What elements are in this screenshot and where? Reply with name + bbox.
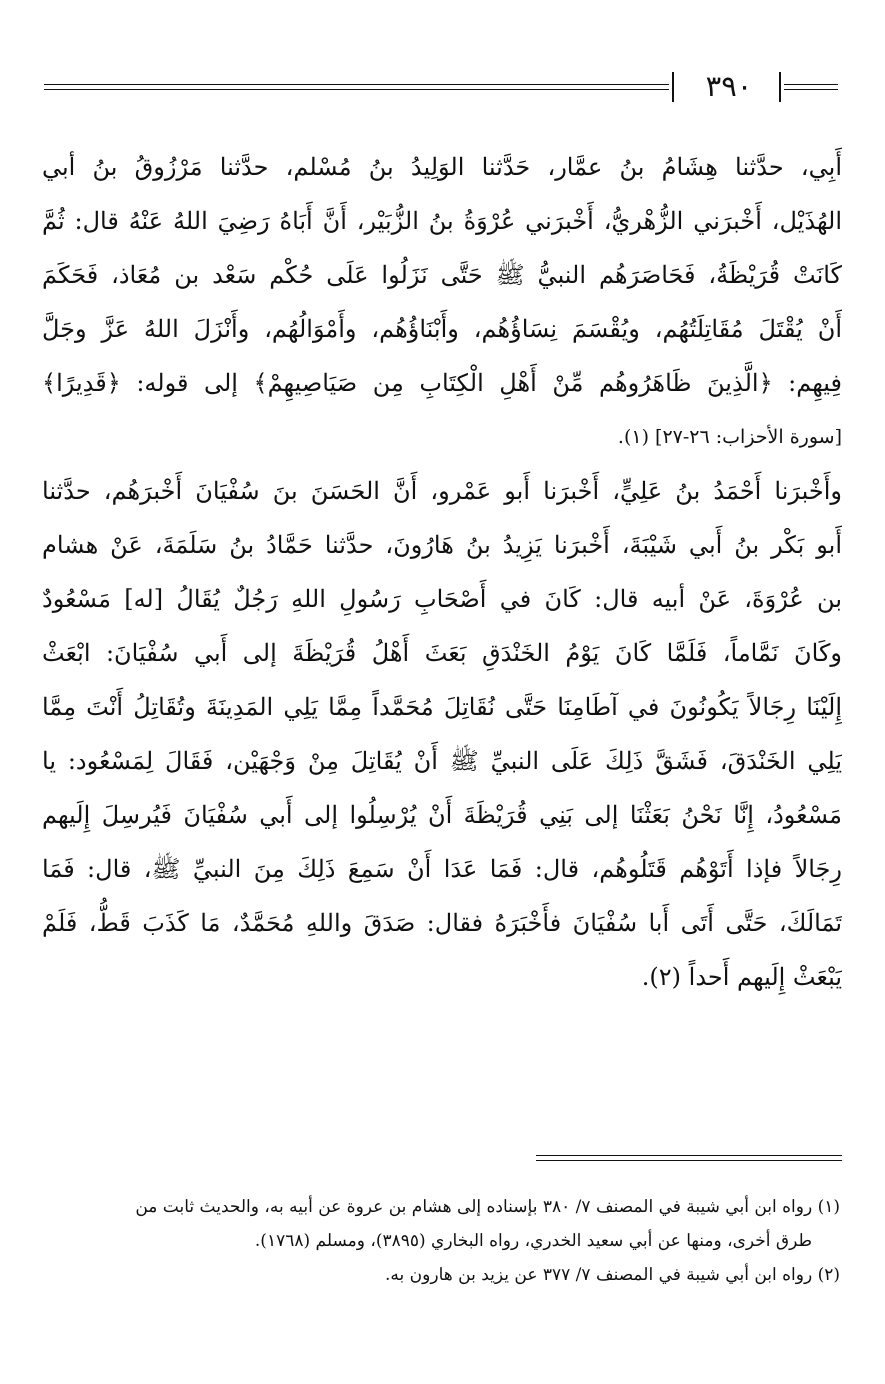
header-bar-left <box>672 72 674 102</box>
text-line: الهُذَيْل، أَخْبرَني الزُّهْريُّ، أَخْبرَني عُرْوَةُ بنُ الزُّبَيْر، أَنَّ أَبَاهُ رَضِيَ اللهُ عَنْهُ قال: ثُمَّ <box>42 207 842 235</box>
footnote-marker: (٢) <box>817 1265 840 1285</box>
text-line: أَنْ يُقْتَلَ مُقَاتِلَتُهُم، ويُقْسَمَ نِسَاؤُهُم، وأَبْنَاؤُهُم، وأَمْوَالُهُم، وأَنْزَلَ اللهُ عَزَّ وجَلَّ <box>42 315 842 343</box>
main-text <box>42 140 842 1004</box>
footnote-text: رواه ابن أبي شيبة في المصنف ٧/ ٣٧٧ عن يزيد بن هارون به. <box>385 1265 813 1285</box>
text-line: إِلَيْنَا رِجَالاً يَكُونُونَ في آطَامِنَا حَتَّى نُقَاتِلَ مُحَمَّداً مِمَّا يَلِي المَدِينَةَ وتُقَاتِلُ أَنْتَ مِمَّا <box>42 693 842 721</box>
footnote-1-continued: طرق أخرى، ومنها عن أبي سعيد الخدري، رواه البخاري (٣٨٩٥)، ومسلم (١٧٦٨). <box>254 1231 812 1251</box>
text-line: وكَانَ نَمَّاماً، فَلَمَّا كَانَ يَوْمُ الخَنْدَقِ بَعَثَ أَهْلُ قُرَيْظَةَ إلى أَبي سُفْيَانَ: ابْعَثْ <box>42 639 842 667</box>
header-double-rule <box>44 84 669 90</box>
header-bar-right <box>779 72 781 102</box>
text-line: وأَخْبرَنا أَحْمَدُ بنُ عَلِيٍّ، أَخْبرَنا أَبو عَمْرو، أَنَّ الحَسَنَ بنَ سُفْيَانَ أَخْبرَهُم، حدَّثنا <box>42 477 842 505</box>
text-line: أَبو بَكْر بنُ أَبي شَيْبَةَ، أَخْبرَنا يَزِيدُ بنُ هَارُونَ، حدَّثنا حَمَّادُ بنُ سَلَمَةَ، عَنْ هشام <box>42 531 842 559</box>
surah-reference: [سورة الأحزاب: ٢٦-٢٧] (١). <box>617 426 842 448</box>
text-line: بن عُرْوَةَ، عَنْ أبيه قال: كَانَ في أَصْحَابِ رَسُولِ اللهِ رَجُلٌ يُقَالُ [له] مَسْعُودٌ <box>42 585 842 613</box>
text-line: رِجَالاً فإذا أَتَوْهُم قَتَلُوهُم، قال: فَمَا عَدَا أَنْ سَمِعَ ذَلِكَ مِنَ النبيِّ ﷺ، قال: فَمَا <box>42 855 842 883</box>
text-line: يَبْعَثْ إِلَيهم أَحداً (٢). <box>641 963 842 991</box>
footnote-separator <box>536 1155 842 1161</box>
text-line: فِيهِم: ﴿الَّذِينَ ظَاهَرُوهُم مِّنْ أَهْلِ الْكِتَابِ مِن صَيَاصِيهِمْ﴾ إلى قوله: ﴿قَدِيرًا﴾ <box>42 369 842 397</box>
page-header <box>44 66 838 106</box>
text-line: مَسْعُودُ، إِنَّا نَحْنُ بَعَثْنَا إلى بَنِي قُرَيْظَةَ أَنْ يُرْسِلُوا إلى أَبي سُفْيَانَ فَيُرسِلَ إِلَيهم <box>42 801 842 829</box>
page-number: ٣٩٠ <box>705 69 753 103</box>
footnote-text: رواه ابن أبي شيبة في المصنف ٧/ ٣٨٠ بإسناده إلى هشام بن عروة عن أبيه به، والحديث ثابت من <box>135 1197 813 1217</box>
footnote-marker: (١) <box>817 1197 840 1217</box>
text-line: تَمَالَكَ، حَتَّى أَتَى أَبا سُفْيَانَ فأَخْبَرَهُ فقال: صَدَقَ واللهِ مُحَمَّدٌ، مَا كَذَبَ قَطُّ، فَلَمْ <box>42 909 842 937</box>
text-line: يَلِي الخَنْدَقَ، فَشَقَّ ذَلِكَ عَلَى النبيِّ ﷺ أَنْ يُقَاتِلَ مِنْ وَجْهَيْن، فَقَالَ لِمَسْعُود: يا <box>42 747 842 775</box>
header-double-rule-right <box>784 84 838 90</box>
footnote-2 <box>44 1258 840 1292</box>
text-line: أَبِي، حدَّثنا هِشَامُ بنُ عمَّار، حَدَّثنا الوَلِيدُ بنُ مُسْلم، حدَّثنا مَرْزُوقُ بنُ أبي <box>42 153 842 181</box>
footnotes <box>44 1190 840 1292</box>
text-line: كَانَتْ قُرَيْظَةُ، فَحَاصَرَهُم النبيُّ ﷺ حَتَّى نَزَلُوا عَلَى حُكْم سَعْد بن مُعَاذ، فَحَكَمَ <box>42 261 842 289</box>
footnote-1 <box>44 1190 840 1224</box>
